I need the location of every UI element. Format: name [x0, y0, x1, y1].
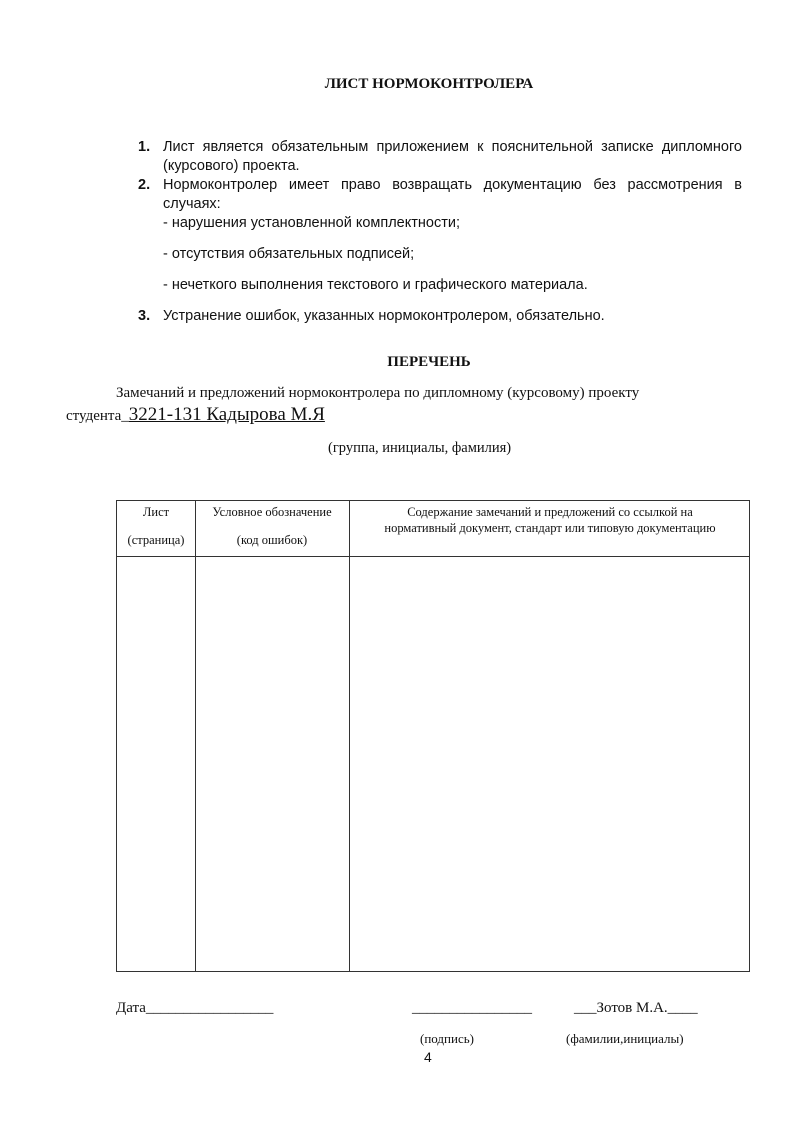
table-header-divider [117, 556, 749, 557]
controller-name: ___Зотов М.А.____ [574, 1000, 698, 1016]
document-title: ЛИСТ НОРМОКОНТРОЛЕРА [324, 76, 534, 92]
header-sheet [117, 504, 195, 548]
rule-text: Устранение ошибок, указанных нормоконтролером, обязательно. [163, 308, 605, 324]
rule-number: 3. [138, 308, 151, 324]
student-caption: (группа, инициалы, фамилия) [328, 440, 512, 456]
rule-subitem: - нечеткого выполнения текстового и графического материала. [163, 277, 588, 293]
rule-item [128, 176, 742, 295]
rule-subitem: - нарушения установленной комплектности; [163, 215, 460, 231]
student-row [66, 404, 325, 426]
rule-text: Нормоконтролер имеет право возвращать документацию без рассмотрения в случаях: [163, 177, 742, 212]
date-field: Дата_________________ [116, 1000, 274, 1016]
rule-text: Лист является обязательным приложением к пояснительной записке дипломного (курсового) проекта. [163, 139, 742, 174]
header-content-line1: Содержание замечаний и предложений со ссылкой на [407, 505, 693, 519]
header-code-line2: (код ошибок) [236, 533, 308, 547]
page-number: 4 [424, 1049, 432, 1065]
header-sheet-line2: (страница) [127, 533, 185, 547]
rule-number: 2. [138, 177, 151, 193]
rule-subitem: - отсутствия обязательных подписей; [163, 246, 415, 262]
rules-list [128, 138, 742, 326]
header-content-line2: нормативный документ, стандарт или типовую документацию [384, 521, 716, 535]
names-caption: (фамилии,инициалы) [566, 1031, 684, 1046]
signature-line: ________________ [412, 1000, 532, 1016]
rule-item [128, 307, 742, 326]
header-sheet-line1: Лист [142, 505, 170, 519]
header-code-line1: Условное обозначение [212, 505, 332, 519]
header-code [195, 504, 349, 548]
table-column-divider [195, 501, 196, 971]
signature-caption: (подпись) [420, 1031, 474, 1046]
student-value: 3221-131 Кадырова М.Я [128, 404, 325, 425]
header-content [349, 504, 751, 536]
intro-text: Замечаний и предложений нормоконтролера по дипломному (курсовому) проекту [116, 385, 640, 401]
rule-item [128, 138, 742, 176]
list-heading: ПЕРЕЧЕНЬ [387, 354, 471, 370]
rule-number: 1. [138, 139, 151, 155]
student-label: студента [66, 408, 122, 424]
remarks-table [116, 500, 750, 972]
student-underscore: _ [121, 408, 129, 424]
table-column-divider [349, 501, 350, 971]
